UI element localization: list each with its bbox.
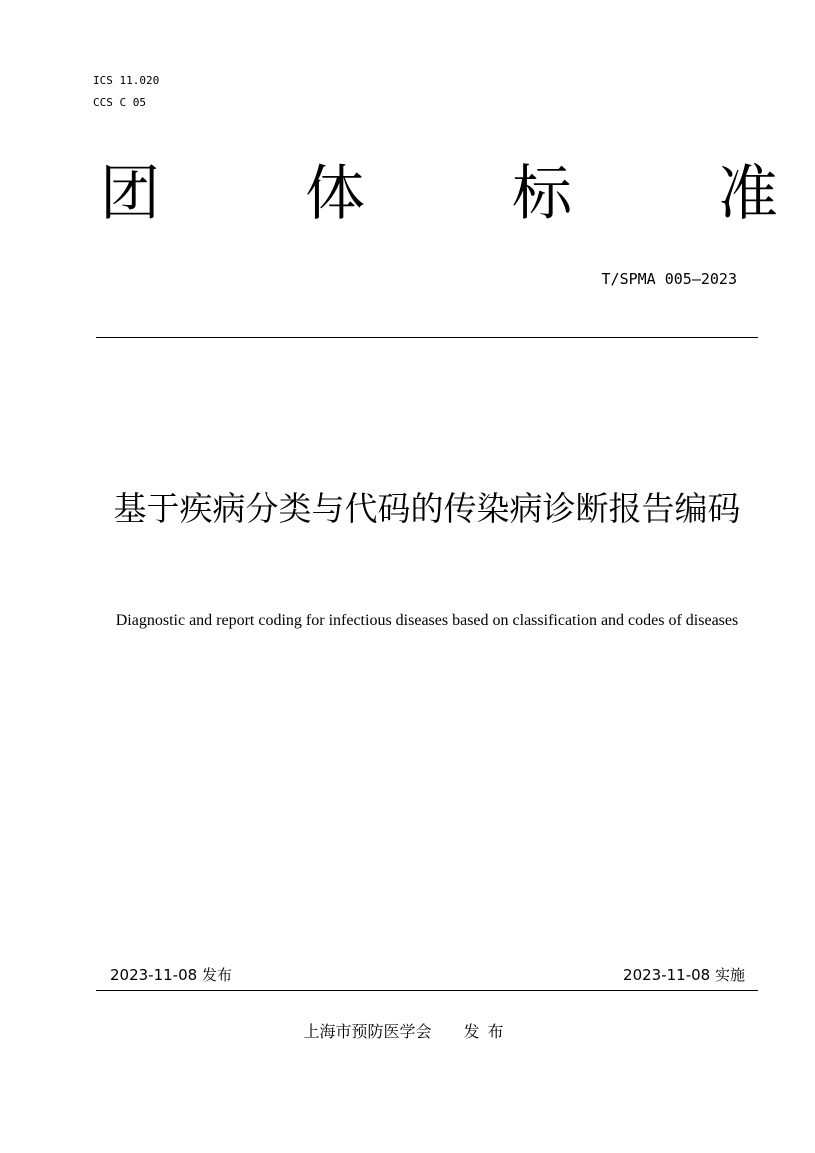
publish-verb: 发布 [463, 1022, 512, 1041]
ccs-code: CCS C 05 [93, 96, 146, 109]
standard-type-char-3: 标 [512, 159, 572, 229]
title-chinese: 基于疾病分类与代码的传染病诊断报告编码 [113, 489, 741, 528]
publish-date: 2023-11-08 发布 [110, 966, 232, 984]
standard-type-char-1: 团 [100, 159, 160, 229]
publisher-line [0, 1022, 815, 1042]
standard-type-char-4: 准 [718, 159, 778, 229]
standard-number: T/SPMA 005—2023 [601, 270, 737, 288]
ics-code: ICS 11.020 [93, 74, 160, 87]
top-divider [96, 337, 758, 338]
title-english: Diagnostic and report coding for infectious diseases based on classification and codes of diseases [115, 612, 739, 629]
bottom-divider [96, 990, 758, 991]
standard-type-char-2: 体 [305, 159, 365, 229]
effective-date: 2023-11-08 实施 [623, 966, 745, 984]
publisher-name: 上海市预防医学会 [303, 1022, 432, 1041]
